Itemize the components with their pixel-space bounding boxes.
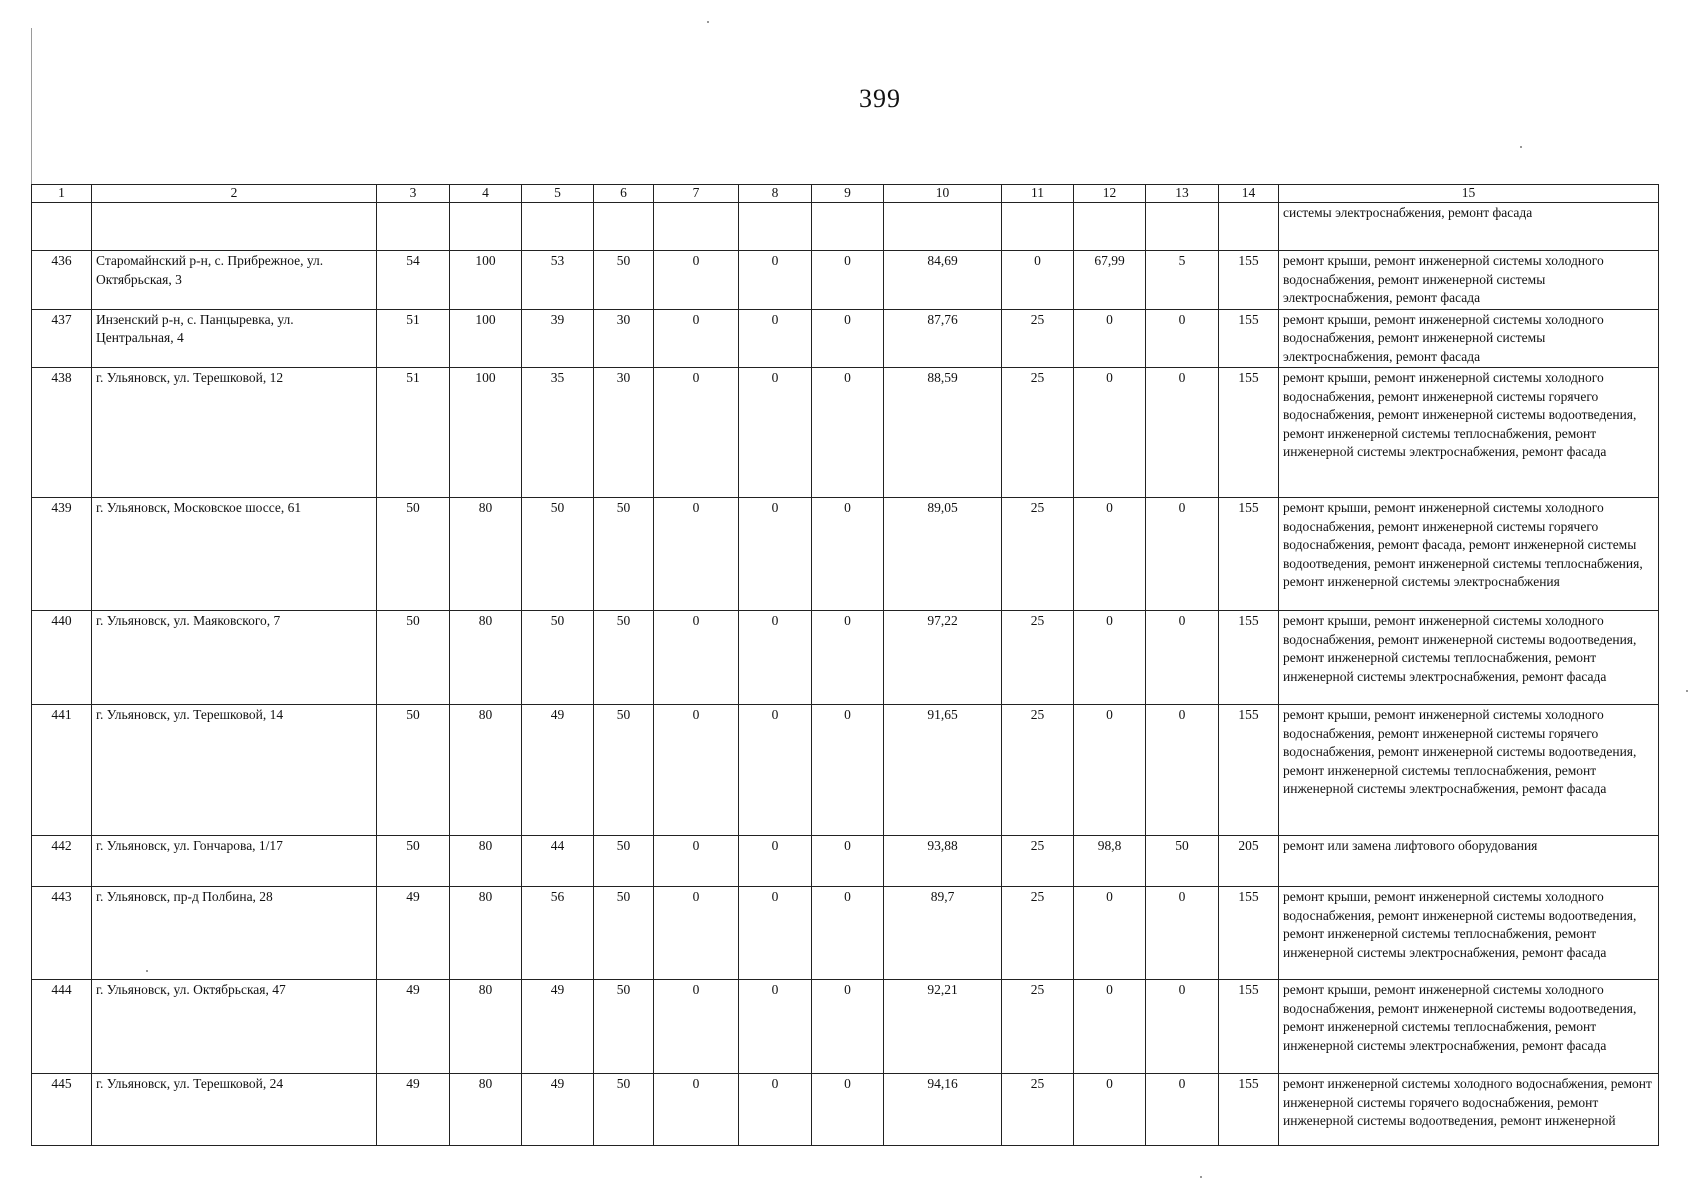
table-row (32, 705, 1659, 836)
value-cell-c4: 80 (450, 980, 522, 1074)
value-cell-c5: 50 (522, 611, 594, 705)
row-number-cell: 442 (32, 836, 92, 887)
scan-speck (707, 21, 709, 23)
value-cell-c5: 44 (522, 836, 594, 887)
register-table (31, 184, 1659, 1146)
value-cell-c7: 0 (654, 368, 739, 498)
works-cell: ремонт крыши, ремонт инженерной системы холодного водоснабжения, ремонт инженерной системы горячего водоснабжения, ремонт фасада, ремонт инженерной системы водоотведения, ремонт инженерной системы теплоснабжения, ремонт инженерной системы электроснабжения (1279, 498, 1659, 611)
value-cell-c10: 94,16 (884, 1074, 1002, 1146)
value-cell-c13: 0 (1146, 309, 1219, 368)
col-header: 2 (92, 185, 377, 203)
col-header: 3 (377, 185, 450, 203)
col-header: 5 (522, 185, 594, 203)
value-cell-c7: 0 (654, 1074, 739, 1146)
value-cell-c4: 80 (450, 705, 522, 836)
row-number-cell: 436 (32, 251, 92, 310)
table-row (32, 309, 1659, 368)
value-cell-c8: 0 (739, 368, 812, 498)
value-cell-c4: 100 (450, 251, 522, 310)
value-cell-c9: 0 (812, 611, 884, 705)
value-cell-c10: 89,05 (884, 498, 1002, 611)
value-cell-c3: 51 (377, 309, 450, 368)
row-number-cell: 445 (32, 1074, 92, 1146)
value-cell-c9: 0 (812, 251, 884, 310)
value-cell-c12: 98,8 (1074, 836, 1146, 887)
value-cell-c9: 0 (812, 309, 884, 368)
value-cell-c13: 0 (1146, 368, 1219, 498)
value-cell-c6: 30 (594, 368, 654, 498)
value-cell-c8: 0 (739, 705, 812, 836)
value-cell-c14: 205 (1219, 836, 1279, 887)
works-cell: ремонт или замена лифтового оборудования (1279, 836, 1659, 887)
value-cell-c14: 155 (1219, 980, 1279, 1074)
value-cell-c6: 30 (594, 309, 654, 368)
address-cell: Инзенский р-н, с. Панцыревка, ул. Центральная, 4 (92, 309, 377, 368)
row-number-cell: 441 (32, 705, 92, 836)
value-cell-c7: 0 (654, 309, 739, 368)
works-cell: ремонт крыши, ремонт инженерной системы холодного водоснабжения, ремонт инженерной системы электроснабжения, ремонт фасада (1279, 309, 1659, 368)
value-cell-c6: 50 (594, 498, 654, 611)
value-cell-c14: 155 (1219, 368, 1279, 498)
value-cell-c11: 25 (1002, 705, 1074, 836)
value-cell-c12: 0 (1074, 498, 1146, 611)
value-cell-c5: 49 (522, 1074, 594, 1146)
col-header: 6 (594, 185, 654, 203)
value-cell-c4: 80 (450, 836, 522, 887)
value-cell-c12: 0 (1074, 611, 1146, 705)
value-cell-c6: 50 (594, 251, 654, 310)
works-cell: системы электроснабжения, ремонт фасада (1279, 203, 1659, 251)
value-cell-c6: 50 (594, 1074, 654, 1146)
address-cell: Старомайнский р-н, с. Прибрежное, ул. Октябрьская, 3 (92, 251, 377, 310)
value-cell-c3: 54 (377, 251, 450, 310)
table-row (32, 887, 1659, 980)
table-row (32, 251, 1659, 310)
table-body (32, 203, 1659, 1146)
value-cell-c11: 25 (1002, 887, 1074, 980)
value-cell-c6: 50 (594, 836, 654, 887)
continuation-row (32, 203, 1659, 251)
value-cell-c14: 155 (1219, 309, 1279, 368)
value-cell-c5: 35 (522, 368, 594, 498)
table-row (32, 1074, 1659, 1146)
row-number-cell: 440 (32, 611, 92, 705)
table-row (32, 980, 1659, 1074)
scan-speck (1686, 690, 1688, 692)
value-cell-c5: 49 (522, 705, 594, 836)
value-cell-c6: 50 (594, 887, 654, 980)
value-cell-c10: 92,21 (884, 980, 1002, 1074)
table-row (32, 368, 1659, 498)
value-cell-c11: 25 (1002, 309, 1074, 368)
value-cell-c11: 25 (1002, 611, 1074, 705)
value-cell-c3: 49 (377, 887, 450, 980)
value-cell-c4: 80 (450, 887, 522, 980)
address-cell: г. Ульяновск, ул. Октябрьская, 47 (92, 980, 377, 1074)
value-cell-c8: 0 (739, 887, 812, 980)
value-cell-c4: 80 (450, 611, 522, 705)
value-cell-c7: 0 (654, 611, 739, 705)
value-cell-c10: 87,76 (884, 309, 1002, 368)
row-number-cell: 437 (32, 309, 92, 368)
value-cell-c13: 5 (1146, 251, 1219, 310)
address-cell: г. Ульяновск, ул. Терешковой, 14 (92, 705, 377, 836)
value-cell-c13: 0 (1146, 887, 1219, 980)
value-cell-c10: 97,22 (884, 611, 1002, 705)
value-cell-c8: 0 (739, 498, 812, 611)
value-cell-c3: 49 (377, 1074, 450, 1146)
value-cell-c7: 0 (654, 980, 739, 1074)
col-header: 1 (32, 185, 92, 203)
value-cell-c13: 50 (1146, 836, 1219, 887)
table-row (32, 836, 1659, 887)
value-cell-c12: 0 (1074, 368, 1146, 498)
value-cell-c14: 155 (1219, 1074, 1279, 1146)
value-cell-c5: 50 (522, 498, 594, 611)
value-cell-c14: 155 (1219, 705, 1279, 836)
value-cell-c9: 0 (812, 1074, 884, 1146)
value-cell-c12: 0 (1074, 1074, 1146, 1146)
value-cell-c11: 25 (1002, 368, 1074, 498)
col-header: 7 (654, 185, 739, 203)
value-cell-c12: 0 (1074, 309, 1146, 368)
header-row (32, 185, 1659, 203)
col-header: 4 (450, 185, 522, 203)
value-cell-c11: 25 (1002, 836, 1074, 887)
address-cell: г. Ульяновск, ул. Гончарова, 1/17 (92, 836, 377, 887)
value-cell-c7: 0 (654, 498, 739, 611)
address-cell: г. Ульяновск, Московское шоссе, 61 (92, 498, 377, 611)
works-cell: ремонт инженерной системы холодного водоснабжения, ремонт инженерной системы горячего водоснабжения, ремонт инженерной системы водоотведения, ремонт инженерной (1279, 1074, 1659, 1146)
value-cell-c4: 100 (450, 309, 522, 368)
value-cell-c3: 50 (377, 836, 450, 887)
works-cell: ремонт крыши, ремонт инженерной системы холодного водоснабжения, ремонт инженерной системы горячего водоснабжения, ремонт инженерной системы водоотведения, ремонт инженерной системы теплоснабжения, ремонт инженерной системы электроснабжения, ремонт фасада (1279, 705, 1659, 836)
works-cell: ремонт крыши, ремонт инженерной системы холодного водоснабжения, ремонт инженерной системы водоотведения, ремонт инженерной системы теплоснабжения, ремонт инженерной системы электроснабжения, ремонт фасада (1279, 887, 1659, 980)
value-cell-c11: 25 (1002, 498, 1074, 611)
value-cell-c13: 0 (1146, 498, 1219, 611)
value-cell-c4: 80 (450, 498, 522, 611)
row-number-cell: 439 (32, 498, 92, 611)
value-cell-c7: 0 (654, 705, 739, 836)
value-cell-c7: 0 (654, 251, 739, 310)
value-cell-c12: 0 (1074, 887, 1146, 980)
value-cell-c10: 91,65 (884, 705, 1002, 836)
address-cell: г. Ульяновск, ул. Терешковой, 12 (92, 368, 377, 498)
value-cell-c8: 0 (739, 309, 812, 368)
value-cell-c6: 50 (594, 611, 654, 705)
value-cell-c8: 0 (739, 251, 812, 310)
value-cell-c13: 0 (1146, 705, 1219, 836)
value-cell-c14: 155 (1219, 498, 1279, 611)
col-header: 10 (884, 185, 1002, 203)
works-cell: ремонт крыши, ремонт инженерной системы холодного водоснабжения, ремонт инженерной системы горячего водоснабжения, ремонт инженерной системы водоотведения, ремонт инженерной системы теплоснабжения, ремонт инженерной системы электроснабжения, ремонт фасада (1279, 368, 1659, 498)
value-cell-c4: 80 (450, 1074, 522, 1146)
value-cell-c11: 25 (1002, 1074, 1074, 1146)
value-cell-c10: 88,59 (884, 368, 1002, 498)
col-header: 8 (739, 185, 812, 203)
value-cell-c9: 0 (812, 368, 884, 498)
value-cell-c7: 0 (654, 887, 739, 980)
table-row (32, 498, 1659, 611)
value-cell-c3: 49 (377, 980, 450, 1074)
col-header: 15 (1279, 185, 1659, 203)
col-header: 14 (1219, 185, 1279, 203)
value-cell-c6: 50 (594, 980, 654, 1074)
value-cell-c3: 50 (377, 611, 450, 705)
works-cell: ремонт крыши, ремонт инженерной системы холодного водоснабжения, ремонт инженерной системы электроснабжения, ремонт фасада (1279, 251, 1659, 310)
value-cell-c10: 89,7 (884, 887, 1002, 980)
value-cell-c12: 0 (1074, 980, 1146, 1074)
row-number-cell: 444 (32, 980, 92, 1074)
value-cell-c12: 0 (1074, 705, 1146, 836)
value-cell-c9: 0 (812, 980, 884, 1074)
col-header: 13 (1146, 185, 1219, 203)
row-number-cell: 443 (32, 887, 92, 980)
value-cell-c13: 0 (1146, 1074, 1219, 1146)
value-cell-c3: 50 (377, 705, 450, 836)
value-cell-c5: 49 (522, 980, 594, 1074)
value-cell-c14: 155 (1219, 251, 1279, 310)
value-cell-c5: 56 (522, 887, 594, 980)
address-cell: г. Ульяновск, ул. Терешковой, 24 (92, 1074, 377, 1146)
value-cell-c11: 25 (1002, 980, 1074, 1074)
address-cell: г. Ульяновск, ул. Маяковского, 7 (92, 611, 377, 705)
works-cell: ремонт крыши, ремонт инженерной системы холодного водоснабжения, ремонт инженерной системы водоотведения, ремонт инженерной системы теплоснабжения, ремонт инженерной системы электроснабжения, ремонт фасада (1279, 611, 1659, 705)
col-header: 9 (812, 185, 884, 203)
value-cell-c14: 155 (1219, 887, 1279, 980)
value-cell-c13: 0 (1146, 611, 1219, 705)
value-cell-c8: 0 (739, 980, 812, 1074)
value-cell-c13: 0 (1146, 980, 1219, 1074)
address-cell: г. Ульяновск, пр-д Полбина, 28 (92, 887, 377, 980)
col-header: 11 (1002, 185, 1074, 203)
value-cell-c11: 0 (1002, 251, 1074, 310)
scan-speck (146, 970, 148, 972)
col-header: 12 (1074, 185, 1146, 203)
table-row (32, 611, 1659, 705)
value-cell-c14: 155 (1219, 611, 1279, 705)
scan-speck (1520, 146, 1522, 148)
value-cell-c12: 67,99 (1074, 251, 1146, 310)
value-cell-c3: 50 (377, 498, 450, 611)
scan-speck (1200, 1176, 1202, 1178)
value-cell-c5: 53 (522, 251, 594, 310)
value-cell-c9: 0 (812, 887, 884, 980)
value-cell-c8: 0 (739, 611, 812, 705)
value-cell-c7: 0 (654, 836, 739, 887)
value-cell-c3: 51 (377, 368, 450, 498)
value-cell-c4: 100 (450, 368, 522, 498)
value-cell-c6: 50 (594, 705, 654, 836)
page-number: 399 (859, 84, 901, 113)
value-cell-c10: 84,69 (884, 251, 1002, 310)
value-cell-c10: 93,88 (884, 836, 1002, 887)
value-cell-c9: 0 (812, 705, 884, 836)
value-cell-c5: 39 (522, 309, 594, 368)
value-cell-c9: 0 (812, 498, 884, 611)
value-cell-c8: 0 (739, 1074, 812, 1146)
works-cell: ремонт крыши, ремонт инженерной системы холодного водоснабжения, ремонт инженерной системы водоотведения, ремонт инженерной системы теплоснабжения, ремонт инженерной системы электроснабжения, ремонт фасада (1279, 980, 1659, 1074)
value-cell-c8: 0 (739, 836, 812, 887)
row-number-cell: 438 (32, 368, 92, 498)
value-cell-c9: 0 (812, 836, 884, 887)
